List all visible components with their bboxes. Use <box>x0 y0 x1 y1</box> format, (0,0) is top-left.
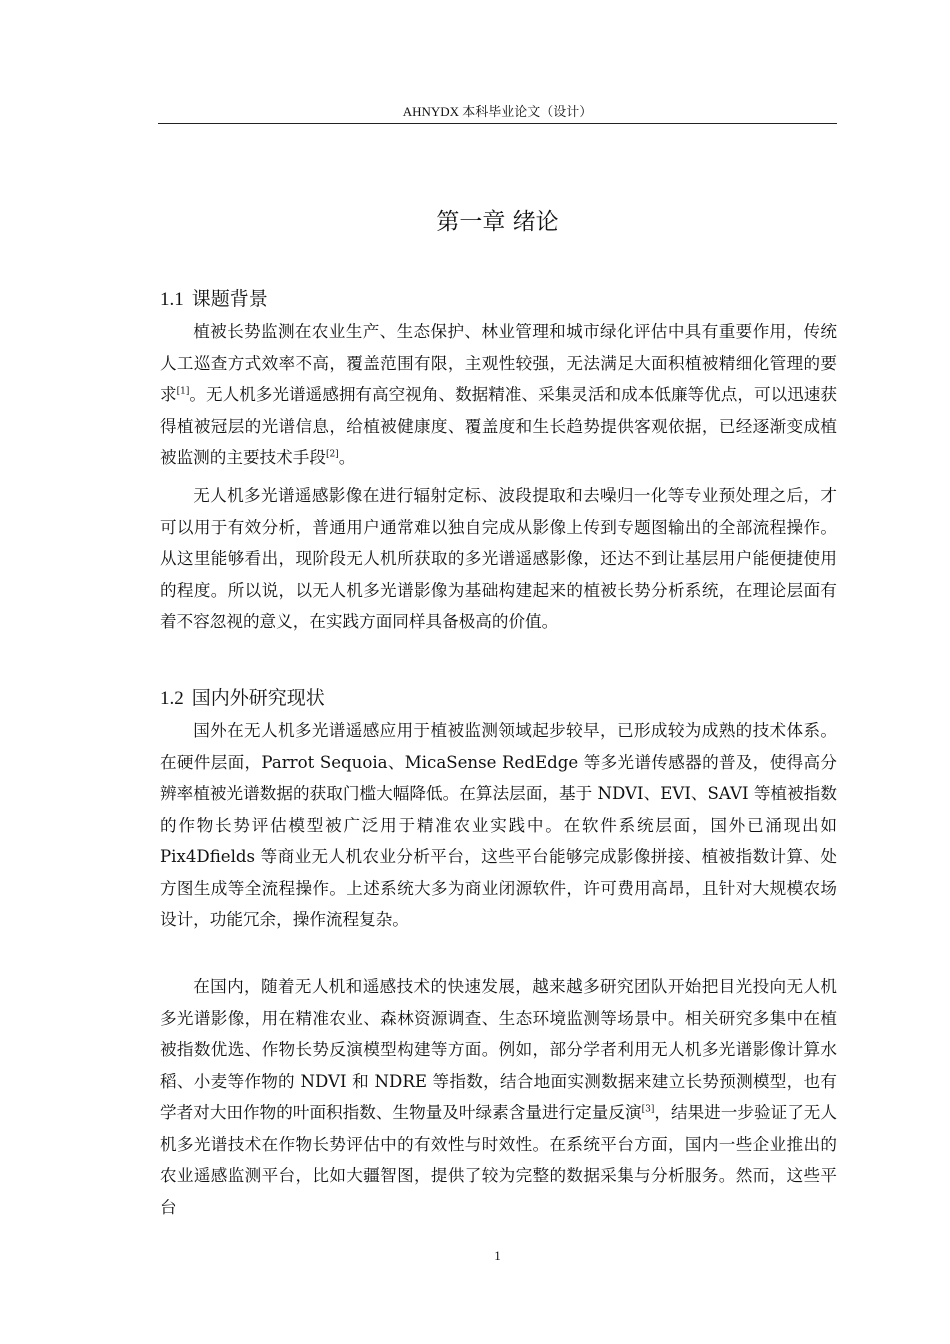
section-number: 1.1 <box>160 289 184 310</box>
chapter-title: 第一章 绪论 <box>436 209 559 235</box>
section-title: 课题背景 <box>191 288 268 310</box>
page-header: AHNYDX 本科毕业论文（设计） <box>402 104 593 119</box>
paragraph-background-2 <box>160 480 837 638</box>
paragraph-research-1 <box>160 715 837 936</box>
section-number: 1.2 <box>160 688 184 709</box>
paragraph-text: 。 <box>338 448 356 467</box>
paragraph-text: 植被长势监测在农业生产、生态保护、林业管理和城市绿化评估中具有重要作用，传统人工巡查方式效率不高，覆盖范围有限，主观性较强，无法满足大面积植被精细化管理的要求 <box>160 322 837 404</box>
citation-ref: [2] <box>325 449 339 460</box>
section-heading-1-2 <box>160 685 325 712</box>
section-heading-1-1 <box>160 286 268 313</box>
paragraph-text: 。无人机多光谱遥感拥有高空视角、数据精准、采集灵活和成本低廉等优点，可以迅速获得植被冠层的光谱信息，给植被健康度、覆盖度和生长趋势提供客观依据，已经逐渐变成植被监测的主要技术手段 <box>160 385 838 467</box>
header-rule <box>158 123 837 124</box>
paragraph-text: ，结果进一步验证了无人机多光谱技术在作物长势评估中的有效性与时效性。在系统平台方面，国内一些企业推出的农业遥感监测平台，比如大疆智图，提供了较为完整的数据采集与分析服务。然而，这些平台 <box>160 1103 838 1217</box>
paragraph-research-2 <box>160 971 837 1223</box>
citation-ref: [3] <box>641 1104 655 1115</box>
paragraph-text: 无人机多光谱遥感影像在进行辐射定标、波段提取和去噪归一化等专业预处理之后，才可以用于有效分析，普通用户通常难以独自完成从影像上传到专题图输出的全部流程操作。从这里能够看出，现阶段无人机所获取的多光谱遥感影像，还达不到让基层用户能便捷使用的程度。所以说，以无人机多光谱影像为基础构建起来的植被长势分析系统，在理论层面有着不容忽视的意义，在实践方面同样具备极高的价值。 <box>160 486 837 631</box>
paragraph-text: 国外在无人机多光谱遥感应用于植被监测领域起步较早，已形成较为成熟的技术体系。在硬件层面，Parrot Sequoia、MicaSense RedEdge 等多光谱传感器的普及，使得高分辨率植被光谱数据的获取门槛大幅降低。在算法层面，基于 NDVI、EVI、SAVI 等植被指数的作物长势评估模型被广泛用于精准农业实践中。在软件系统层面，国外已涌现出如 Pix4Dfields 等商业无人机农业分析平台，这些平台能够完成影像拼接、植被指数计算、处方图生成等全流程操作。上述系统大多为商业闭源软件，许可费用高昂，且针对大规模农场设计，功能冗余，操作流程复杂。 <box>160 721 837 929</box>
citation-ref: [1] <box>176 386 190 397</box>
section-title: 国内外研究现状 <box>191 687 325 709</box>
paragraph-text: 在国内，随着无人机和遥感技术的快速发展，越来越多研究团队开始把目光投向无人机多光谱影像，用在精准农业、森林资源调查、生态环境监测等场景中。相关研究多集中在植被指数优选、作物长势反演模型构建等方面。例如，部分学者利用无人机多光谱影像计算水稻、小麦等作物的 NDVI 和 NDRE 等指数，结合地面实测数据来建立长势预测模型，也有学者对大田作物的叶面积指数、生物量及叶绿素含量进行定量反演 <box>160 977 837 1122</box>
paragraph-background-1 <box>160 316 837 474</box>
page-number: 1 <box>494 1248 501 1263</box>
